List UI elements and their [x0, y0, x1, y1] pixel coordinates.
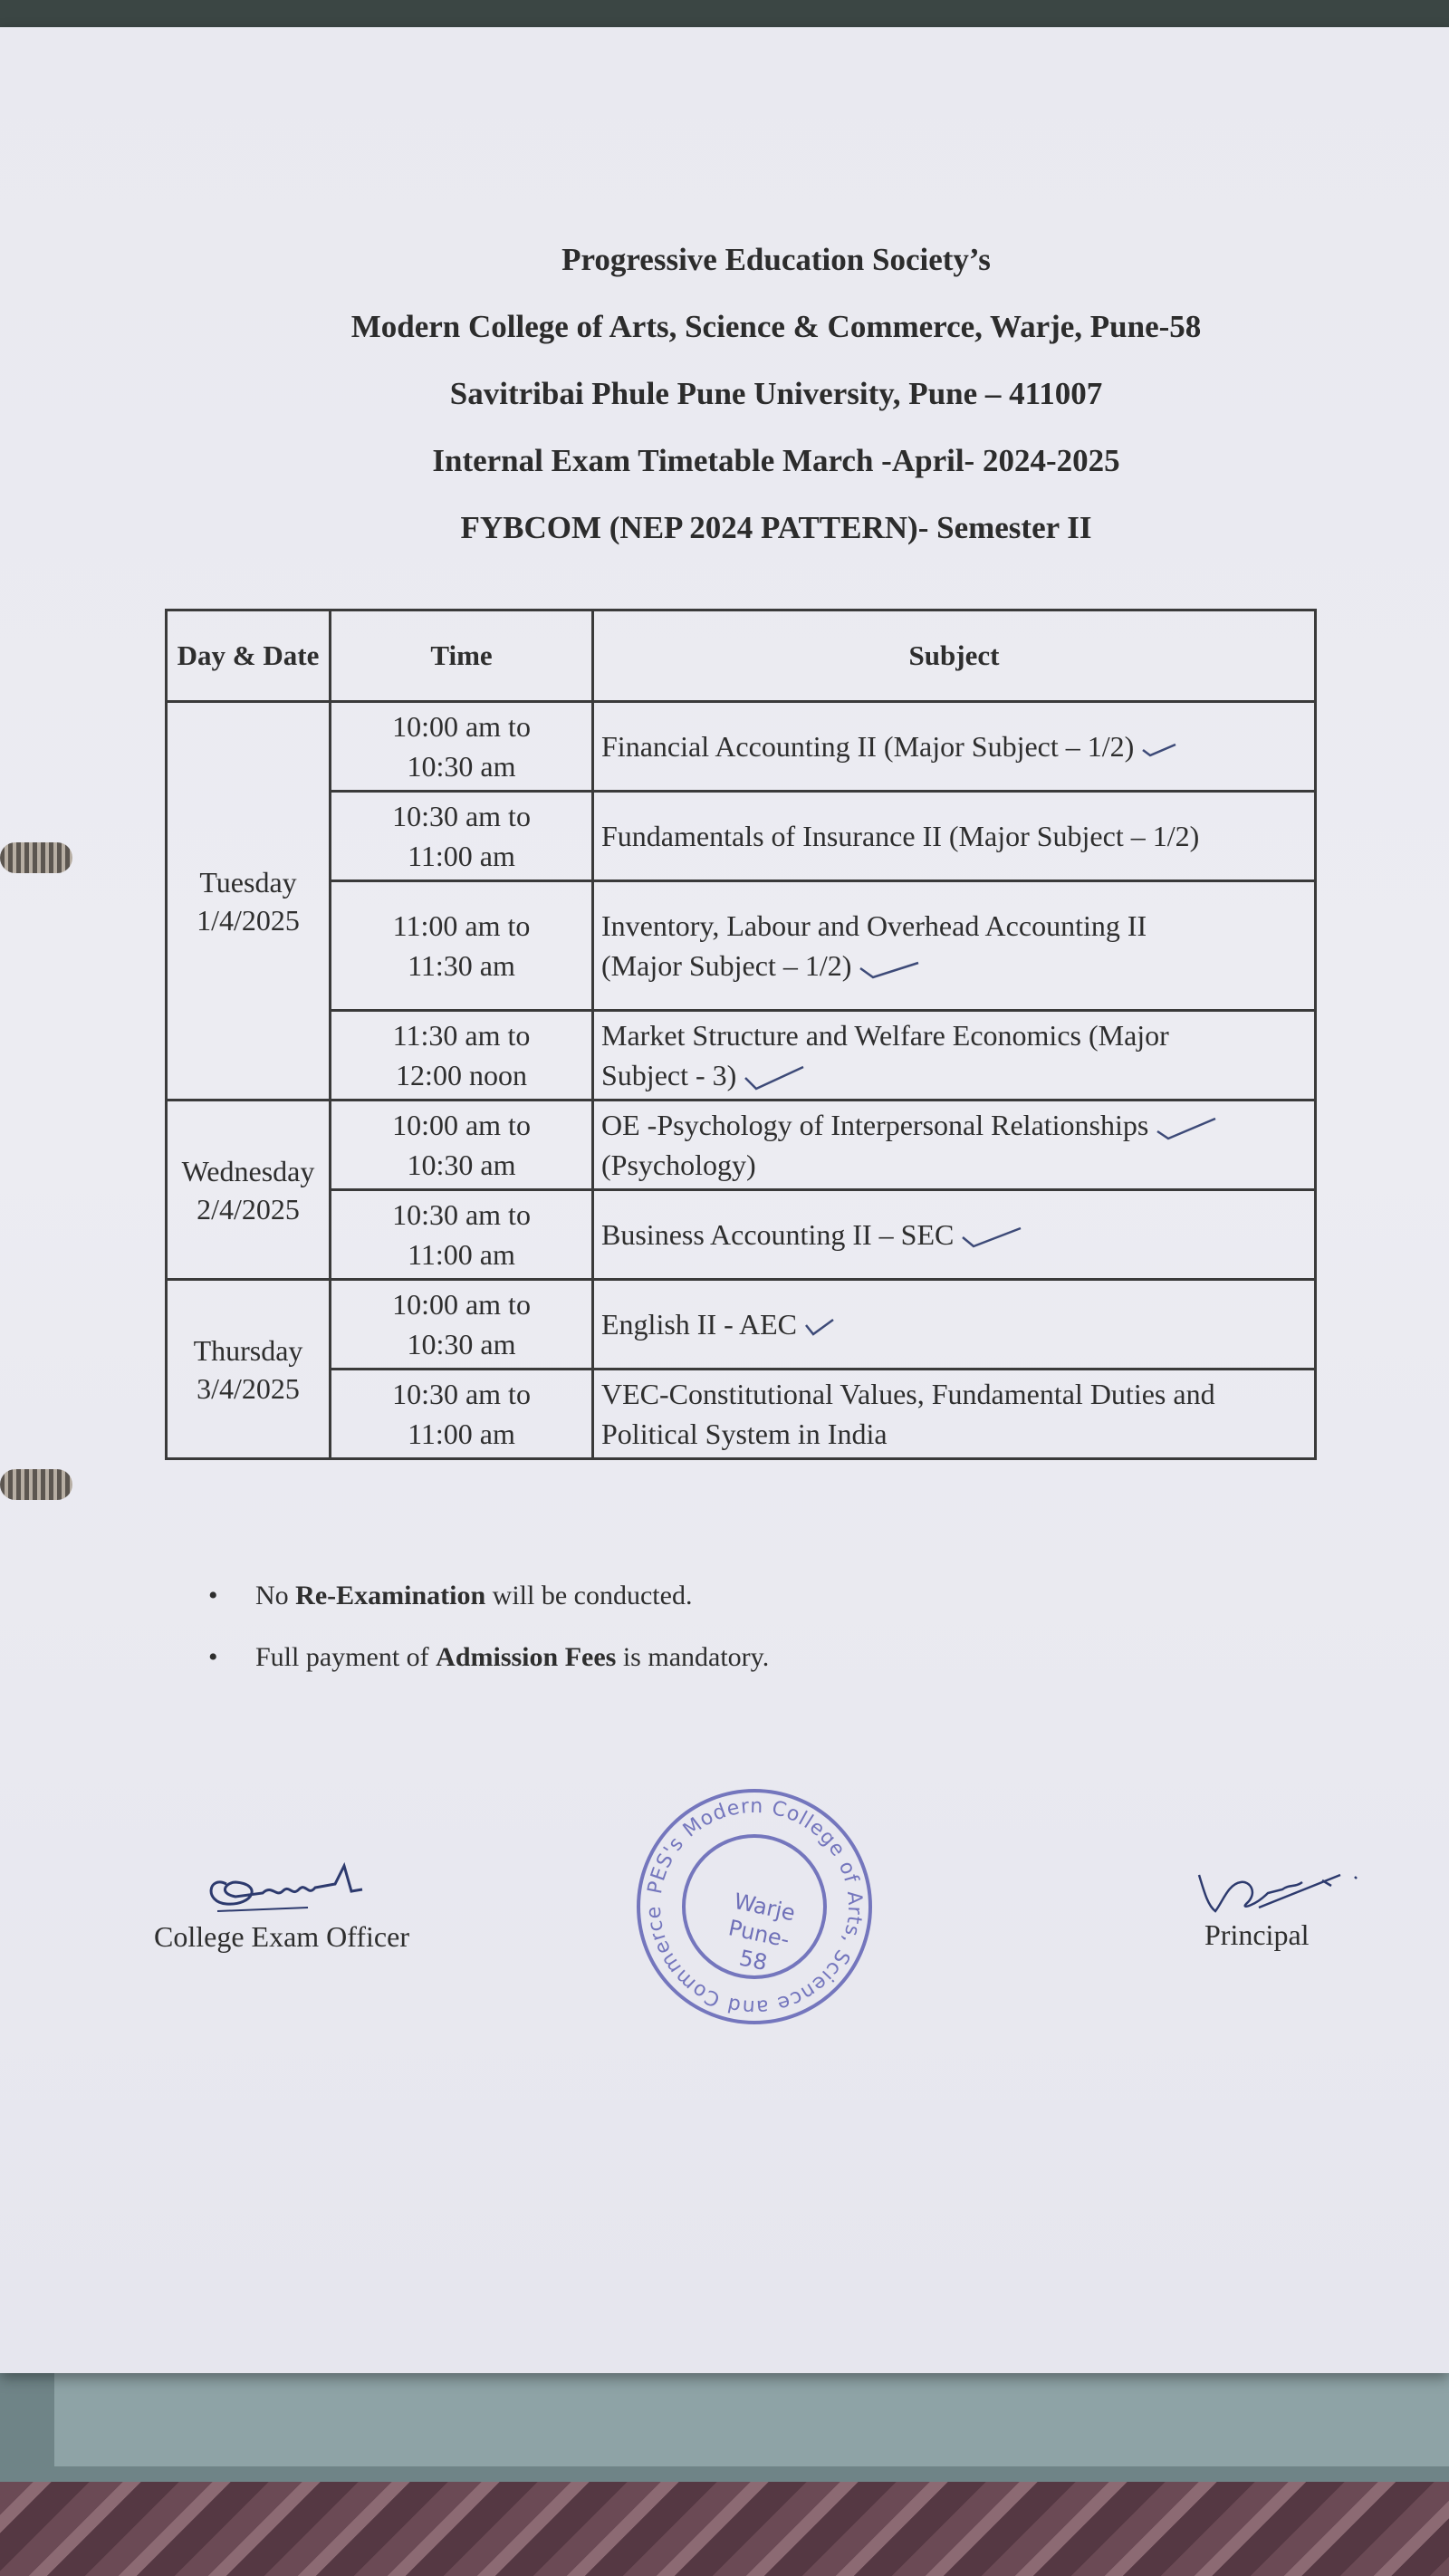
subject-text: Financial Accounting II (Major Subject – 1/2) [601, 730, 1135, 763]
day-name: Thursday [193, 1333, 303, 1367]
time-to: 11:00 am [408, 1418, 515, 1450]
time-from: 10:00 am to [392, 710, 531, 743]
cloth-background [0, 2482, 1449, 2576]
subject-cell [593, 1280, 1316, 1370]
time-from: 10:30 am to [392, 800, 531, 832]
day-name: Tuesday [199, 865, 297, 899]
note-item [208, 1638, 769, 1699]
binder-ring-bottom [0, 1469, 72, 1500]
subject-cell [593, 702, 1316, 792]
stamp-line: Warje [731, 1888, 798, 1927]
checkmark-icon [961, 1225, 1024, 1252]
university-name: Savitribai Phule Pune University, Pune – 411007 [449, 376, 1103, 411]
subject-cell [593, 881, 1316, 1011]
time-from: 10:30 am to [392, 1378, 531, 1410]
checkmark-icon [859, 957, 922, 981]
table-row [167, 1101, 1316, 1190]
table-row [167, 1370, 1316, 1459]
time-cell [331, 1011, 593, 1101]
document-header [0, 231, 1449, 566]
subject-text-line2: Political System in India [601, 1418, 888, 1450]
time-to: 10:30 am [407, 1328, 516, 1360]
time-from: 11:00 am to [392, 909, 531, 942]
time-cell [331, 1370, 593, 1459]
subject-text-line2: Subject - 3) [601, 1059, 737, 1091]
table-row [167, 792, 1316, 881]
day-cell-wednesday [167, 1101, 331, 1280]
time-from: 11:30 am to [392, 1019, 531, 1052]
subject-cell [593, 1011, 1316, 1101]
time-cell [331, 1280, 593, 1370]
subject-cell [593, 1101, 1316, 1190]
time-cell [331, 881, 593, 1011]
principal-signature [1195, 1866, 1358, 1920]
time-cell [331, 792, 593, 881]
time-to: 11:00 am [408, 840, 515, 872]
subject-cell [593, 1370, 1316, 1459]
timetable-table [165, 609, 1317, 1460]
subject-text-line1: OE -Psychology of Interpersonal Relationships [601, 1109, 1149, 1141]
checkmark-icon [1141, 741, 1177, 759]
note-text: Full payment of [255, 1642, 437, 1672]
table-row [167, 881, 1316, 1011]
notes-list [208, 1576, 769, 1699]
checkmark-icon [744, 1063, 807, 1094]
table-row [167, 1280, 1316, 1370]
time-from: 10:30 am to [392, 1198, 531, 1231]
time-from: 10:00 am to [392, 1288, 531, 1321]
time-cell [331, 702, 593, 792]
day-date: 1/4/2025 [197, 903, 300, 937]
college-stamp [632, 1784, 877, 2029]
subject-text-line1: VEC-Constitutional Values, Fundamental Duties and [601, 1378, 1215, 1410]
day-cell-thursday [167, 1280, 331, 1459]
header-subject: Subject [593, 610, 1316, 702]
header-time: Time [331, 610, 593, 702]
note-text: No [255, 1581, 296, 1610]
subject-text: Fundamentals of Insurance II (Major Subject – 1/2) [601, 820, 1200, 852]
note-emphasis: Re-Examination [295, 1581, 486, 1610]
subject-text: English II - AEC [601, 1308, 797, 1341]
time-to: 10:30 am [407, 1149, 516, 1181]
day-cell-tuesday [167, 702, 331, 1101]
checkmark-icon [804, 1318, 835, 1338]
college-exam-officer-label: College Exam Officer [154, 1920, 409, 1953]
binder-ring-top [0, 842, 72, 873]
subject-text: Business Accounting II – SEC [601, 1218, 955, 1251]
header-day-date: Day & Date [167, 610, 331, 702]
day-name: Wednesday [181, 1154, 315, 1187]
subject-cell [593, 792, 1316, 881]
time-to: 11:30 am [408, 949, 515, 982]
document-title: Internal Exam Timetable March -April- 2024-2025 [432, 443, 1120, 478]
college-name: Modern College of Arts, Science & Commerce, Warje, Pune-58 [350, 309, 1202, 344]
subject-text-line2: (Psychology) [601, 1149, 756, 1181]
table-row [167, 1011, 1316, 1101]
principal-label: Principal [1204, 1918, 1310, 1951]
note-emphasis: Admission Fees [436, 1642, 617, 1672]
time-to: 10:30 am [407, 750, 516, 783]
table-row [167, 1190, 1316, 1280]
subject-cell [593, 1190, 1316, 1280]
time-to: 11:00 am [408, 1238, 515, 1271]
society-name: Progressive Education Society’s [561, 242, 991, 277]
svg-text:PES's Modern College of Arts,: PES's Modern College of Arts, Science and Commerce [642, 1794, 867, 2019]
note-text: will be conducted. [485, 1581, 693, 1610]
stamp-line: Pune-58 [725, 1915, 792, 1976]
subject-text-line1: Market Structure and Welfare Economics (Major [601, 1019, 1169, 1052]
subject-text-line2: (Major Subject – 1/2) [601, 949, 852, 982]
table-header-row [167, 610, 1316, 702]
subject-text-line1: Inventory, Labour and Overhead Accounting II [601, 909, 1147, 942]
day-date: 3/4/2025 [197, 1371, 300, 1405]
note-text: is mandatory. [616, 1642, 770, 1672]
time-cell [331, 1190, 593, 1280]
day-date: 2/4/2025 [197, 1192, 300, 1226]
note-item [208, 1576, 769, 1638]
class-title: FYBCOM (NEP 2024 PATTERN)- Semester II [460, 510, 1092, 545]
officer-signature [199, 1857, 371, 1920]
time-to: 12:00 noon [396, 1059, 527, 1091]
time-cell [331, 1101, 593, 1190]
time-from: 10:00 am to [392, 1109, 531, 1141]
table-row [167, 702, 1316, 792]
checkmark-icon [1156, 1115, 1219, 1142]
